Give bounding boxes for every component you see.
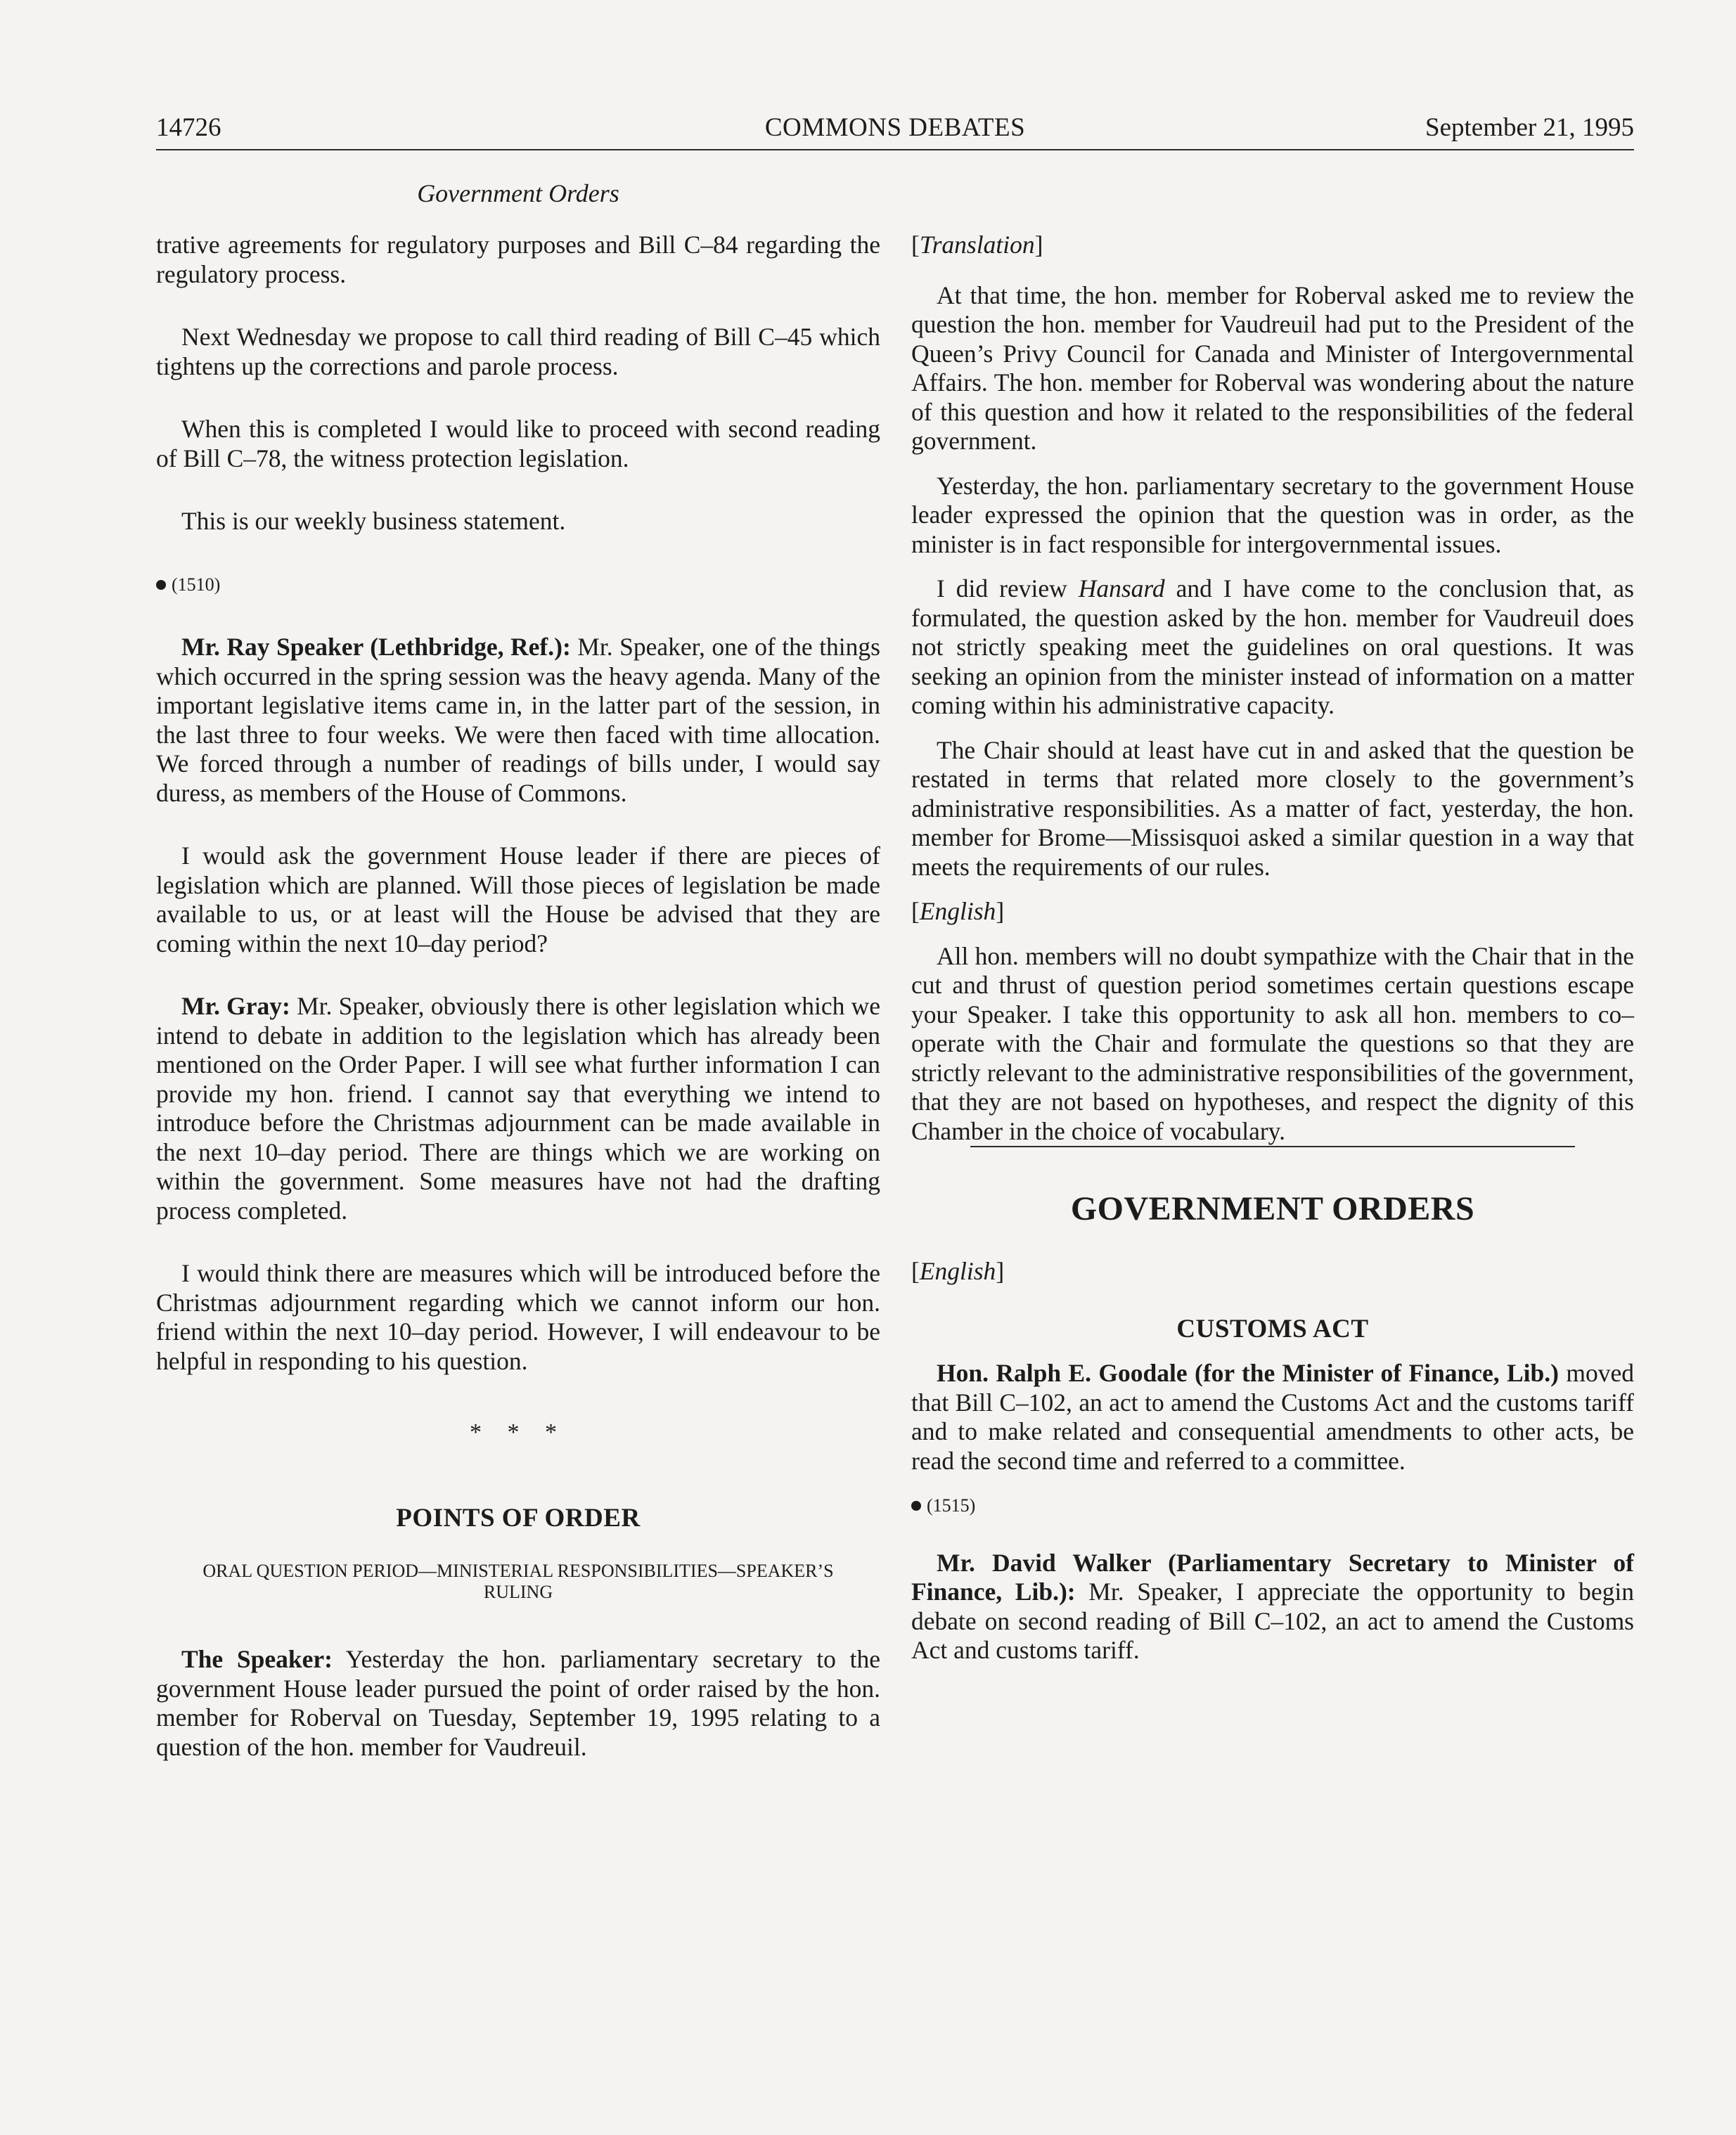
speaker-name: Hon. Ralph E. Goodale (for the Minister of Finance, Lib.) bbox=[937, 1359, 1559, 1387]
language-marker: [English] bbox=[911, 897, 1005, 925]
timestamp-text: (1515) bbox=[927, 1495, 976, 1516]
speech-text: Mr. Speaker, I appreciate the opportunity to begin debate on second reading of Bill C–102, an act to amend the Customs Act and customs tariff. bbox=[911, 1578, 1634, 1664]
paragraph: The Chair should at least have cut in and asked that the question be restated in terms that related more closely to the government’s administrative responsibilities. As a matter of fact, yesterday, the hon. member for Brome—Missisquoi asked a similar question in a way that meets the requirements of our rules. bbox=[911, 735, 1634, 881]
paragraph: This is our weekly business statement. bbox=[181, 507, 566, 535]
speech-text: Yesterday the hon. parliamentary secretary to the government House leader pursued the point of order raised by the hon. member for Roberval on Tuesday, September 19, 1995 relating to a question of the hon. member for Vaudreuil. bbox=[156, 1645, 881, 1761]
paragraph bbox=[911, 574, 1634, 721]
section-divider bbox=[970, 1146, 1575, 1147]
timestamp bbox=[156, 570, 880, 600]
language-marker: [English] bbox=[911, 1257, 1005, 1285]
paragraph: All hon. members will no doubt sympathize with the Chair that in the cut and thrust of question period sometimes certain questions escape your Speaker. I take this opportunity to ask all hon. members to co–operate with the Chair and formulate the questions so that they are strictly relevant to the administrative responsibilities of the government, that they are not based on hypotheses, and respect the dignity of this Chamber in the choice of vocabulary. bbox=[911, 941, 1634, 1145]
publication-date: September 21, 1995 bbox=[1425, 113, 1634, 142]
page-number: 14726 bbox=[156, 113, 221, 142]
header-rule bbox=[156, 149, 1634, 150]
right-column bbox=[911, 231, 1634, 1665]
speech-text: Mr. Speaker, one of the things which occurred in the spring session was the heavy agenda. Many of the important legislative items came in, in the latter part of the session, in the last three to four weeks. We were then faced with time allocation. We forced through a number of readings of bills under, I would say duress, as members of the House of Commons. bbox=[156, 633, 880, 807]
text-run: and I have come to the conclusion that, as formulated, the question asked by the hon. member for Vaudreuil does not strictly speaking meet the guidelines on oral questions. It was seeking an opinion from the minister instead of information on a matter coming within his administrative capacity. bbox=[911, 574, 1634, 719]
paragraph: When this is completed I would like to proceed with second reading of Bill C–78, the witness protection legislation. bbox=[156, 415, 880, 472]
paragraph: trative agreements for regulatory purposes and Bill C–84 regarding the regulatory process. bbox=[156, 231, 880, 288]
speaker-name: Mr. Gray: bbox=[181, 992, 290, 1020]
paragraph: At that time, the hon. member for Roberval asked me to review the question the hon. member for Vaudreuil had put to the President of the Queen’s Privy Council for Canada and Minister of Intergovernmental Affairs. The hon. member for Roberval was wondering about the nature of this question and how it related to the responsibilities of the federal government. bbox=[911, 280, 1634, 455]
italic-text: Hansard bbox=[1078, 574, 1165, 602]
bullet-icon bbox=[156, 580, 166, 590]
running-head: Government Orders bbox=[417, 179, 619, 207]
left-column bbox=[156, 231, 880, 1762]
paragraph: I would ask the government House leader if there are pieces of legislation which are planned. Will those pieces of legislation be made available to us, or at least will the House be advised that they are coming within the next 10–day period? bbox=[156, 841, 880, 957]
speech-paragraph bbox=[156, 1645, 880, 1762]
timestamp bbox=[911, 1491, 1634, 1521]
speech-paragraph bbox=[911, 1549, 1634, 1665]
publication-title: COMMONS DEBATES bbox=[764, 113, 1026, 142]
speech-text: Mr. Speaker, obviously there is other legislation which we intend to debate in addition to the legislation which has already been mentioned on the Order Paper. I will see what further information I can provide my hon. friend. I cannot say that everything we intend to introduce before the Christmas adjournment can be made available in the next 10–day period. There are things which we are working on within the government. Some measures have not had the drafting process completed. bbox=[156, 992, 880, 1225]
subsection-heading: ORAL QUESTION PERIOD—MINISTERIAL RESPONSIBILITIES—SPEAKER’S RULING bbox=[202, 1561, 834, 1602]
major-section-heading: GOVERNMENT ORDERS bbox=[1070, 1190, 1475, 1227]
speaker-name: Mr. David Walker (Parliamentary Secretary to Minister of Finance, Lib.): bbox=[911, 1548, 1634, 1606]
language-label: Translation bbox=[919, 231, 1035, 259]
speech-paragraph bbox=[911, 1359, 1634, 1476]
speech-text: moved that Bill C–102, an act to amend the Customs Act and the customs tariff and to make related and consequential amendments to other acts, be read the second time and referred to a committee. bbox=[911, 1359, 1634, 1475]
timestamp-text: (1510) bbox=[172, 574, 221, 595]
speaker-name: Mr. Ray Speaker (Lethbridge, Ref.): bbox=[181, 633, 571, 661]
paragraph: Yesterday, the hon. parliamentary secretary to the government House leader expressed the opinion that the question was in order, as the minister is in fact responsible for intergovernmental issues. bbox=[911, 471, 1634, 558]
section-separator: * * * bbox=[470, 1419, 567, 1445]
page-header bbox=[156, 112, 1634, 149]
paragraph: Next Wednesday we propose to call third reading of Bill C–45 which tightens up the corrections and parole process. bbox=[156, 323, 880, 380]
language-marker: [Translation] bbox=[911, 231, 1043, 259]
speech-paragraph bbox=[156, 992, 880, 1225]
paragraph: I would think there are measures which will be introduced before the Christmas adjournment regarding which we cannot inform our hon. friend within the next 10–day period. However, I will endeavour to be helpful in responding to his question. bbox=[156, 1259, 880, 1375]
speech-paragraph bbox=[156, 633, 880, 808]
speaker-name: The Speaker: bbox=[181, 1645, 333, 1673]
text-run: I did review bbox=[937, 574, 1079, 602]
language-label: English bbox=[919, 1257, 996, 1285]
language-label: English bbox=[919, 897, 996, 925]
bullet-icon bbox=[911, 1501, 921, 1511]
section-heading: POINTS OF ORDER bbox=[396, 1503, 641, 1533]
act-heading: CUSTOMS ACT bbox=[1176, 1314, 1369, 1343]
